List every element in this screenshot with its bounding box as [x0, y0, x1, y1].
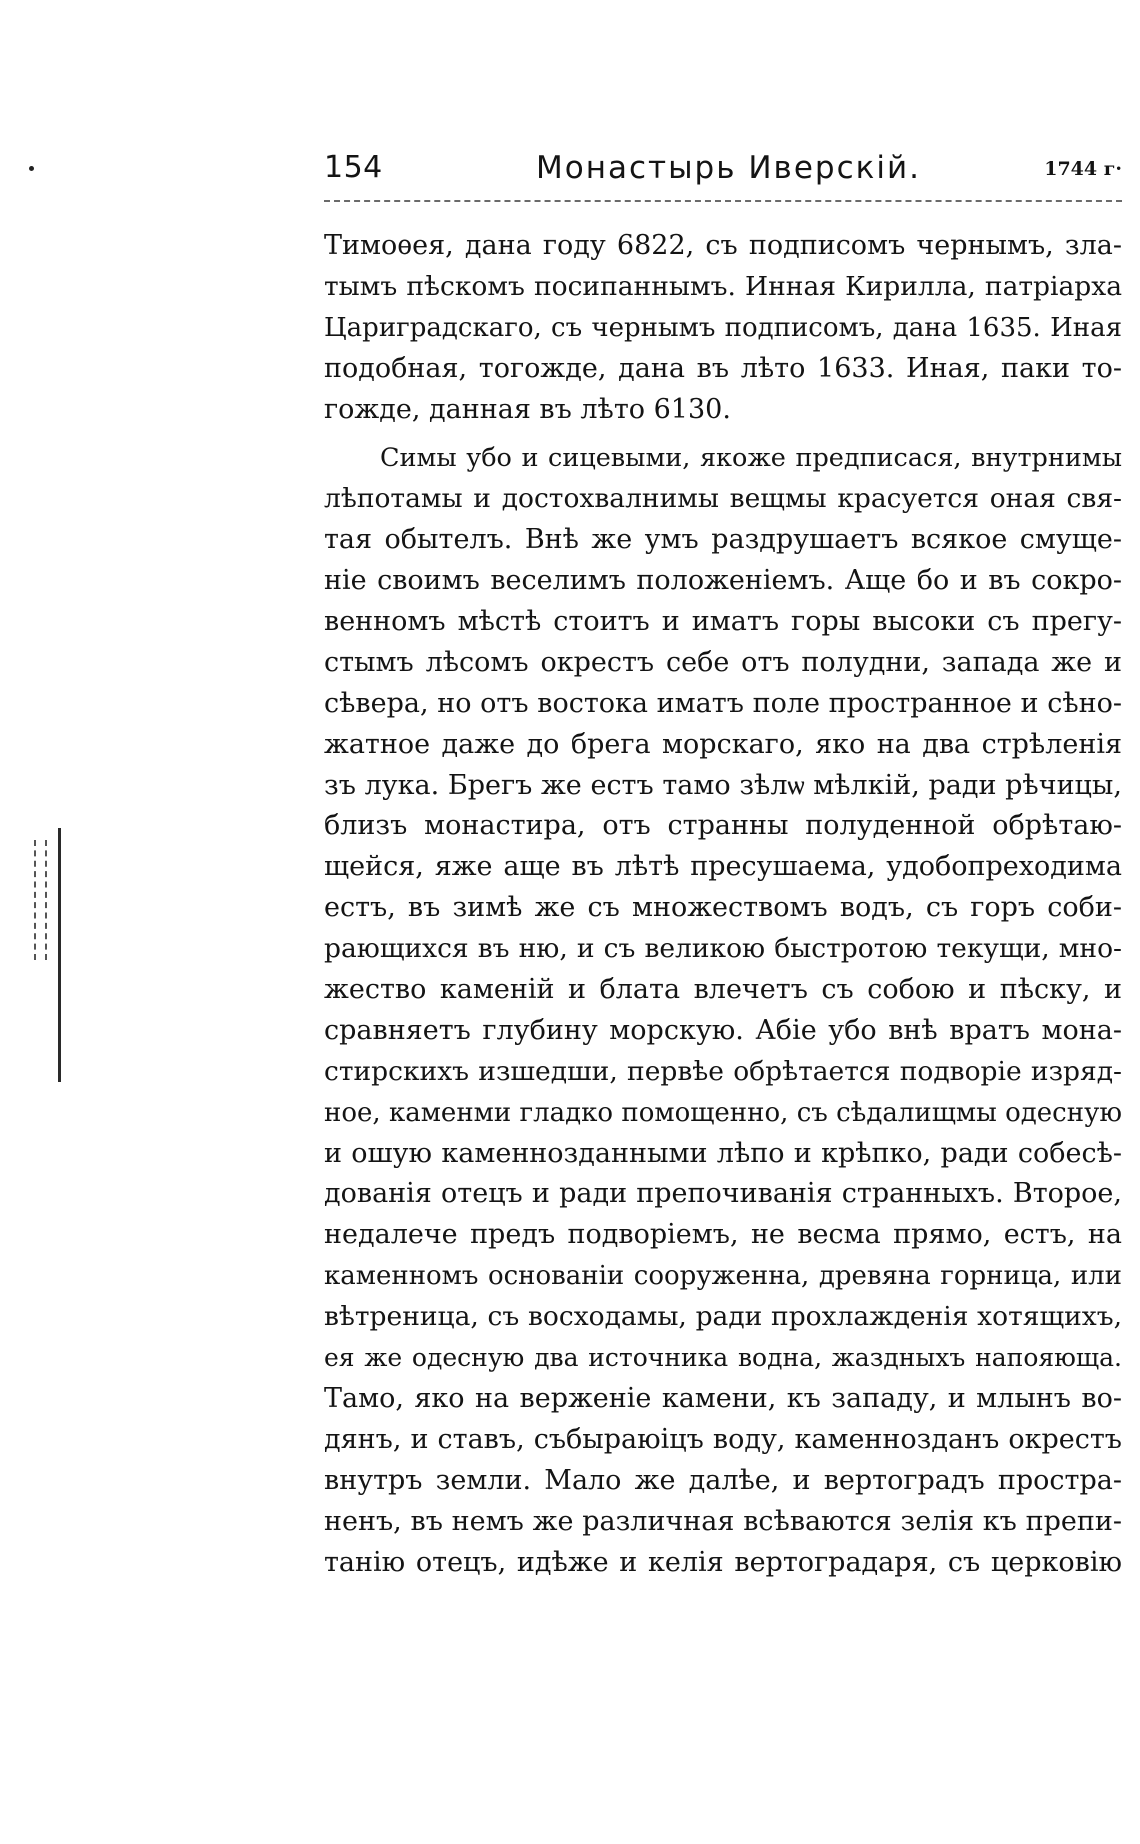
body-text: [324, 226, 1122, 1583]
header-rule: [324, 200, 1122, 202]
margin-binding-mark-left: [34, 840, 38, 960]
text-line: вѣтреница, съ восходамы, ради прохлажденія хотящихъ,: [324, 1301, 1122, 1333]
margin-dot-mark: [29, 166, 34, 171]
text-line: ея же одесную два источника водна, жаздныхъ напояюща.: [324, 1343, 1122, 1373]
paragraph-2: [324, 438, 1122, 1583]
text-line: ное, каменми гладко помощенно, съ сѣдалищмы одесную: [324, 1097, 1122, 1128]
text-line: Цариградскаго, съ чернымъ подписомъ, дана 1635. Иная: [324, 312, 1122, 343]
text-line: внутръ земли. Мало же далѣе, и вертоградъ простра-: [324, 1464, 1122, 1496]
text-line: дованія отецъ и ради препочиванія странныхъ. Второе,: [324, 1178, 1122, 1210]
text-line: каменномъ основаніи сооруженна, древяна горница, или: [324, 1261, 1122, 1292]
text-line: Симы убо и сицевыми, якоже предписася, внутрнимы: [380, 443, 1122, 474]
text-line: стымъ лѣсомъ окрестъ себе отъ полудни, запада же и: [324, 646, 1122, 678]
text-line: щейся, яже аще въ лѣтѣ пресушаема, удобопреходима: [324, 851, 1122, 883]
margin-binding-mark-middle: [45, 840, 49, 960]
text-line: и ошую каменнозданными лѣпо и крѣпко, ради собесѣ-: [324, 1137, 1122, 1169]
running-header: [324, 150, 1122, 194]
text-line: стирскихъ изшедши, первѣе обрѣтается подворіе изряд-: [324, 1055, 1122, 1087]
text-line: танію отецъ, идѣже и келія вертоградаря, съ церковію: [324, 1546, 1122, 1578]
header-year: 1744 г·: [1044, 158, 1122, 180]
paragraph-gap: [324, 430, 1122, 438]
text-line: близъ монастира, отъ странны полуденной обрѣтаю-: [324, 810, 1122, 842]
text-line: лѣпотамы и достохвалнимы вещмы красуется оная свя-: [324, 483, 1122, 515]
text-line: сравняетъ глубину морскую. Абіе убо внѣ вратъ мона-: [324, 1014, 1122, 1046]
text-line: Тимоѳея, дана году 6822, съ подписомъ чернымъ, зла-: [324, 230, 1122, 261]
running-title: Монастырь Иверскій.: [536, 150, 921, 186]
text-line: ніе своимъ веселимъ положеніемъ. Аще бо и въ сокро-: [324, 565, 1122, 597]
paragraph-1: [324, 226, 1122, 430]
text-line: естъ, въ зимѣ же съ множествомъ водъ, съ горъ соби-: [324, 892, 1122, 924]
text-line: жатное даже до брега морскаго, яко на два стрѣленія: [324, 728, 1122, 760]
text-line: дянъ, и ставъ, събыраюіцъ воду, каменнозданъ окрестъ: [324, 1423, 1122, 1455]
text-line: сѣвера, но отъ востока иматъ поле пространное и сѣно-: [324, 687, 1122, 719]
text-line: тая обытелъ. Внѣ же умъ раздрушаетъ всякое смуще-: [324, 524, 1122, 556]
text-line: рающихся въ ню, и съ великою быстротою текущи, мно-: [324, 933, 1122, 965]
text-line: зъ лука. Брегъ же естъ тамо зѣлѡ мѣлкій, ради рѣчицы,: [324, 769, 1122, 801]
text-line: тымъ пѣскомъ посипаннымъ. Инная Кирилла, патріарха: [324, 270, 1122, 302]
text-line: жество каменій и блата влечетъ съ собою и пѣску, и: [324, 974, 1122, 1006]
text-line: венномъ мѣстѣ стоитъ и иматъ горы высоки съ прегу-: [324, 606, 1122, 638]
text-line: гожде, данная въ лѣто 6130.: [324, 393, 731, 425]
text-line: подобная, тогожде, дана въ лѣто 1633. Иная, паки то-: [324, 352, 1122, 384]
text-line: Тамо, яко на верженіе камени, къ западу, и млынъ во-: [324, 1382, 1122, 1414]
margin-binding-bar: [58, 828, 61, 1082]
page-number: 154: [324, 150, 383, 185]
text-line: ненъ, въ немъ же различная всѣваются зелія къ препи-: [324, 1505, 1122, 1537]
text-line: недалече предъ подворіемъ, не весма прямо, естъ, на: [324, 1219, 1122, 1251]
